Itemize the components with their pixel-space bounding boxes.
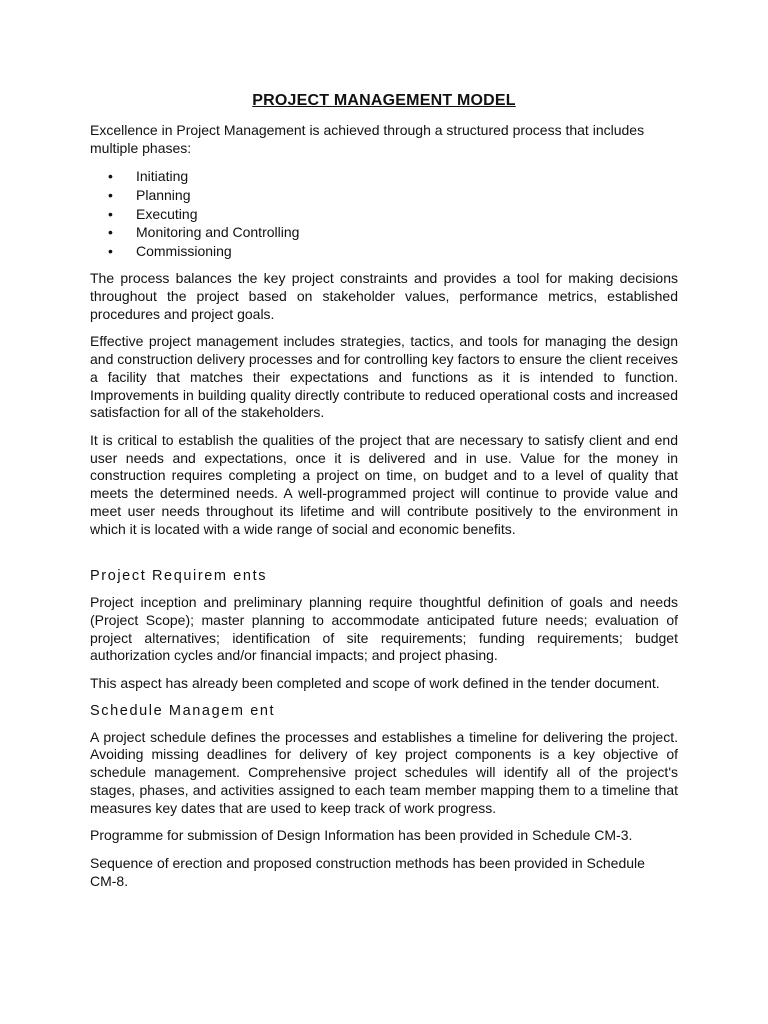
requirements-note: This aspect has already been completed and scope of work defined in the tender document.: [90, 675, 660, 692]
constraints-paragraph: The process balances the key project constraints and provides a tool for making decisions throughout the project based on stakeholder values, performance metrics, established procedures and project goals.: [90, 270, 678, 322]
design-programme-note: Programme for submission of Design Information has been provided in Schedule CM-3.: [90, 827, 633, 844]
effective-management-paragraph: Effective project management includes strategies, tactics, and tools for managing the design and construction delivery processes and for controlling key factors to ensure the client receives a facility that matches their expectations and functions as it is intended to function. Improvements in building quality directly contribute to reduced operational costs and increased satisfaction for all of the stakeholders.: [90, 333, 678, 421]
list-item: • Executing: [136, 205, 678, 224]
qualities-paragraph: It is critical to establish the qualities of the project that are necessary to satisfy client and end user needs and expectations, once it is delivered and in use. Value for the money in construction requires completing a project on time, on budget and to a level of quality that meets the determined needs. A well-programmed project will continue to provide value and meet user needs throughout its lifetime and will contribute positively to the environment in which it is located with a wide range of social and economic benefits.: [90, 432, 678, 537]
schedule-heading: Schedule Managem ent: [90, 702, 276, 719]
list-item: • Initiating: [136, 167, 678, 186]
list-item: • Commissioning: [136, 242, 678, 261]
phase-list: [90, 167, 678, 260]
list-item: • Monitoring and Controlling: [136, 223, 678, 242]
document-page: [90, 92, 678, 900]
requirements-heading: Project Requirem ents: [90, 568, 268, 585]
list-item: • Planning: [136, 186, 678, 205]
requirements-paragraph: Project inception and preliminary planning require thoughtful definition of goals and needs (Project Scope); master planning to accommodate anticipated future needs; evaluation of project alternatives; identification of site requirements; funding requirements; budget authorization cycles and/or financial impacts; and project phasing.: [90, 594, 678, 664]
schedule-paragraph: A project schedule defines the processes and establishes a timeline for delivering the project. Avoiding missing deadlines for delivery of key project components is a key objective of schedule management. Comprehensive project schedules will identify all of the project's stages, phases, and activities assigned to each team member mapping them to a timeline that measures key dates that are used to keep track of work progress.: [90, 728, 678, 816]
document-title: PROJECT MANAGEMENT MODEL: [252, 92, 516, 109]
erection-sequence-note: Sequence of erection and proposed construction methods has been provided in Schedule CM-8.: [90, 854, 645, 889]
intro-paragraph: Excellence in Project Management is achieved through a structured process that includes multiple phases:: [90, 122, 645, 156]
